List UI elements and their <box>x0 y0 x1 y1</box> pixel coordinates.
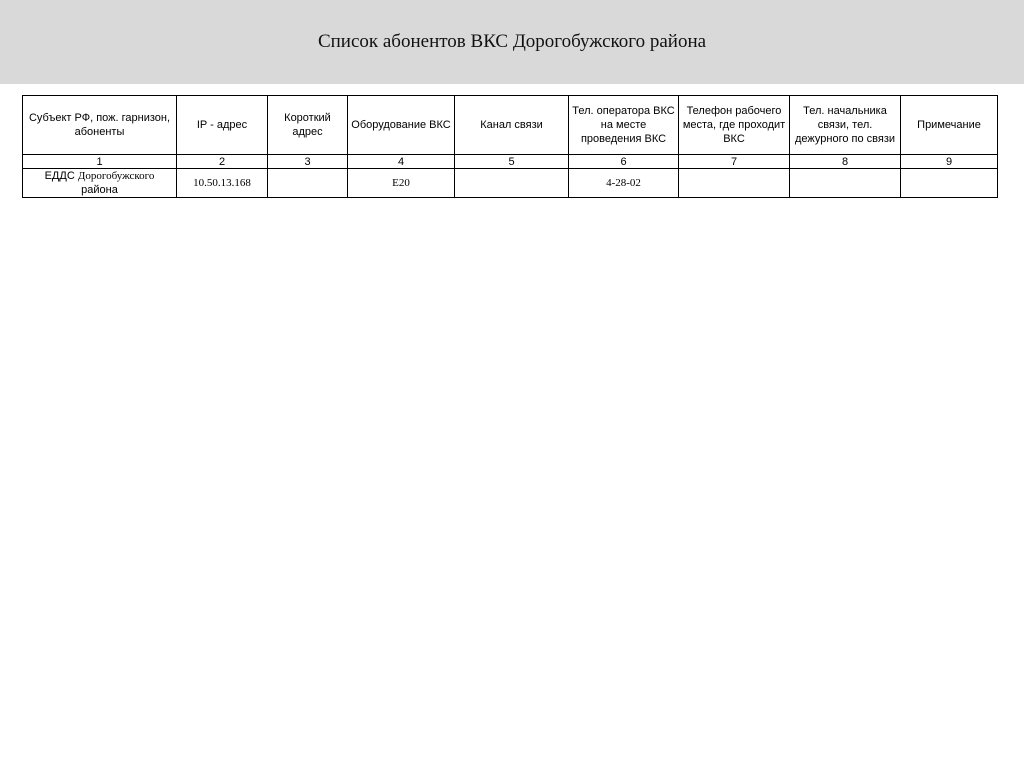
header-ip-address: IP - адрес <box>177 96 268 155</box>
column-number: 2 <box>177 155 268 169</box>
cell-operator-phone: 4-28-02 <box>569 169 679 198</box>
cell-workplace-phone <box>679 169 790 198</box>
cell-note <box>901 169 998 198</box>
table-row <box>23 169 998 198</box>
header-equipment: Оборудование ВКС <box>348 96 455 155</box>
cell-subject <box>23 169 177 198</box>
header-channel: Канал связи <box>455 96 569 155</box>
page-title: Список абонентов ВКС Дорогобужского района <box>317 31 707 52</box>
header-workplace-phone: Телефон рабочего места, где проходит ВКС <box>679 96 790 155</box>
subscribers-table <box>22 95 998 198</box>
cell-short-address <box>268 169 348 198</box>
cell-ip-address: 10.50.13.168 <box>177 169 268 198</box>
column-number: 8 <box>790 155 901 169</box>
header-note: Примечание <box>901 96 998 155</box>
header-operator-phone: Тел. оператора ВКС на месте проведения ВКС <box>569 96 679 155</box>
header-subject: Субъект РФ, пож. гарнизон, абоненты <box>23 96 177 155</box>
column-number: 3 <box>268 155 348 169</box>
header-short-address: Короткий адрес <box>268 96 348 155</box>
title-band <box>0 0 1024 84</box>
column-number: 5 <box>455 155 569 169</box>
column-number: 9 <box>901 155 998 169</box>
cell-chief-phone <box>790 169 901 198</box>
cell-equipment: E20 <box>348 169 455 198</box>
cell-channel <box>455 169 569 198</box>
column-number: 4 <box>348 155 455 169</box>
column-numbers-row <box>23 155 998 169</box>
column-number: 7 <box>679 155 790 169</box>
subject-name: Дорогобужского <box>77 170 155 182</box>
column-number: 1 <box>23 155 177 169</box>
column-number: 6 <box>569 155 679 169</box>
header-row <box>23 96 998 155</box>
subject-prefix: ЕДДС <box>44 170 75 182</box>
header-chief-phone: Тел. начальника связи, тел. дежурного по связи <box>790 96 901 155</box>
subject-suffix: района <box>81 184 118 196</box>
